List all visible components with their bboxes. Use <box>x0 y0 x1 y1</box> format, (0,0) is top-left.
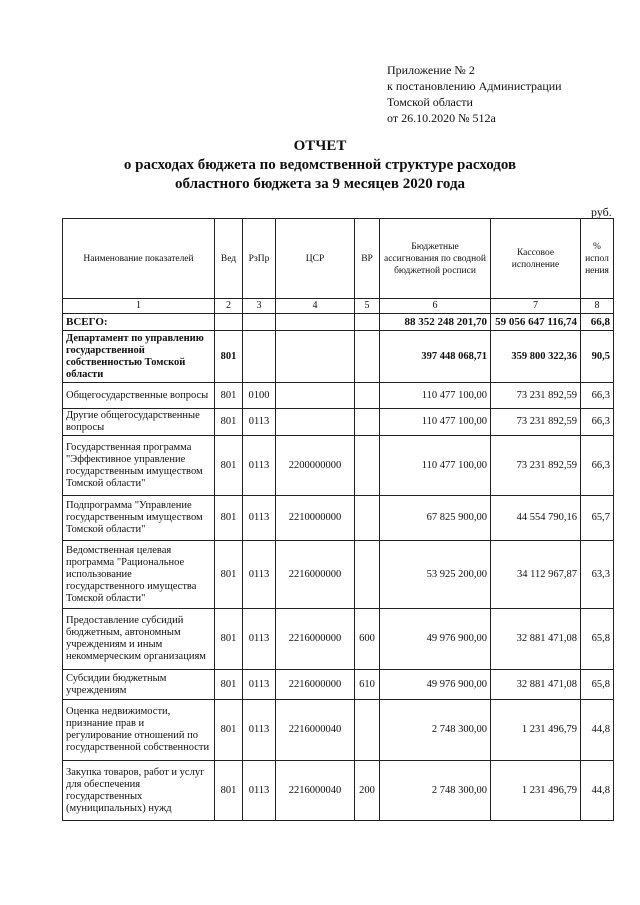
appendix-block <box>387 62 562 126</box>
row-csr: 2210000000 <box>276 496 355 541</box>
row-ved: 801 <box>215 436 243 496</box>
row-executed: 44 554 790,16 <box>491 496 581 541</box>
row-rzpr <box>243 331 276 383</box>
row-csr: 2216000000 <box>276 609 355 670</box>
row-executed: 32 881 471,08 <box>491 609 581 670</box>
row-vr <box>355 331 380 383</box>
column-number: 7 <box>491 299 581 314</box>
table-row <box>63 541 614 609</box>
row-rzpr: 0113 <box>243 609 276 670</box>
row-percent: 65,8 <box>581 670 614 700</box>
row-percent: 66,3 <box>581 436 614 496</box>
header-name: Наименование показателей <box>63 219 215 299</box>
row-assigned: 2 748 300,00 <box>380 761 491 821</box>
row-csr: 2216000040 <box>276 700 355 761</box>
header-vr: ВР <box>355 219 380 299</box>
row-vr <box>355 541 380 609</box>
table-row <box>63 670 614 700</box>
row-vr: 200 <box>355 761 380 821</box>
total-label: ВСЕГО: <box>63 314 215 331</box>
row-name: Оценка недвижимости, признание прав и регулирование отношений по государственной собственности <box>63 700 215 761</box>
row-vr <box>355 700 380 761</box>
row-executed: 73 231 892,59 <box>491 409 581 436</box>
row-name: Другие общегосударственные вопросы <box>63 409 215 436</box>
header-csr: ЦСР <box>276 219 355 299</box>
total-percent: 66,8 <box>581 314 614 331</box>
row-name: Подпрограмма "Управление государственным имуществом Томской области" <box>63 496 215 541</box>
column-number: 2 <box>215 299 243 314</box>
row-executed: 1 231 496,79 <box>491 761 581 821</box>
header-percent: % испол нения <box>581 219 614 299</box>
column-number: 3 <box>243 299 276 314</box>
row-assigned: 110 477 100,00 <box>380 409 491 436</box>
row-name: Ведомственная целевая программа "Рациональное использование государственного имущества Томской области" <box>63 541 215 609</box>
row-vr <box>355 383 380 409</box>
row-rzpr: 0113 <box>243 761 276 821</box>
appendix-line: Приложение № 2 <box>387 63 475 77</box>
row-csr <box>276 383 355 409</box>
row-percent: 66,3 <box>581 383 614 409</box>
row-executed: 34 112 967,87 <box>491 541 581 609</box>
row-ved: 801 <box>215 609 243 670</box>
currency-unit: руб. <box>591 205 612 219</box>
total-assigned: 88 352 248 201,70 <box>380 314 491 331</box>
total-row <box>63 314 614 331</box>
row-ved: 801 <box>215 670 243 700</box>
row-name: Департамент по управлению государственной собственностью Томской области <box>63 331 215 383</box>
title-line: о расходах бюджета по ведомственной структуре расходов <box>123 157 517 173</box>
row-assigned: 397 448 068,71 <box>380 331 491 383</box>
column-number: 5 <box>355 299 380 314</box>
row-rzpr: 0113 <box>243 670 276 700</box>
row-ved: 801 <box>215 700 243 761</box>
row-ved: 801 <box>215 761 243 821</box>
row-ved: 801 <box>215 409 243 436</box>
row-vr <box>355 409 380 436</box>
row-executed: 359 800 322,36 <box>491 331 581 383</box>
row-percent: 65,7 <box>581 496 614 541</box>
row-percent: 63,3 <box>581 541 614 609</box>
row-assigned: 49 976 900,00 <box>380 670 491 700</box>
table-header-row <box>63 219 614 299</box>
row-csr <box>276 331 355 383</box>
header-rzpr: РзПр <box>243 219 276 299</box>
row-csr: 2216000040 <box>276 761 355 821</box>
table-row <box>63 436 614 496</box>
row-assigned: 2 748 300,00 <box>380 700 491 761</box>
table-row <box>63 383 614 409</box>
table-row <box>63 409 614 436</box>
row-rzpr: 0113 <box>243 436 276 496</box>
row-percent: 44,8 <box>581 761 614 821</box>
appendix-line: Томской области <box>387 95 473 109</box>
row-csr <box>276 409 355 436</box>
row-ved: 801 <box>215 496 243 541</box>
table-row <box>63 761 614 821</box>
table-row <box>63 700 614 761</box>
row-vr: 610 <box>355 670 380 700</box>
row-name: Субсидии бюджетным учреждениям <box>63 670 215 700</box>
row-name: Общегосударственные вопросы <box>63 383 215 409</box>
row-vr <box>355 436 380 496</box>
row-ved: 801 <box>215 383 243 409</box>
header-ved: Вед <box>215 219 243 299</box>
row-executed: 32 881 471,08 <box>491 670 581 700</box>
row-rzpr: 0113 <box>243 541 276 609</box>
row-name: Государственная программа "Эффективное управление государственным имуществом Томской области" <box>63 436 215 496</box>
row-percent: 90,5 <box>581 331 614 383</box>
title-line: ОТЧЕТ <box>293 138 347 154</box>
column-number-row <box>63 299 614 314</box>
column-number: 4 <box>276 299 355 314</box>
row-vr <box>355 496 380 541</box>
appendix-line: от 26.10.2020 № 512а <box>387 111 496 125</box>
column-number: 6 <box>380 299 491 314</box>
row-rzpr: 0113 <box>243 496 276 541</box>
total-executed: 59 056 647 116,74 <box>491 314 581 331</box>
row-percent: 65,8 <box>581 609 614 670</box>
expenses-table <box>62 218 614 821</box>
header-assigned: Бюджетные ассигнования по сводной бюджетной росписи <box>380 219 491 299</box>
row-name: Закупка товаров, работ и услуг для обеспечения государственных (муниципальных) нужд <box>63 761 215 821</box>
row-csr: 2200000000 <box>276 436 355 496</box>
row-assigned: 110 477 100,00 <box>380 383 491 409</box>
table-row <box>63 609 614 670</box>
row-percent: 44,8 <box>581 700 614 761</box>
row-assigned: 53 925 200,00 <box>380 541 491 609</box>
row-rzpr: 0100 <box>243 383 276 409</box>
table-row <box>63 331 614 383</box>
row-executed: 1 231 496,79 <box>491 700 581 761</box>
appendix-line: к постановлению Администрации <box>387 79 562 93</box>
row-executed: 73 231 892,59 <box>491 436 581 496</box>
row-executed: 73 231 892,59 <box>491 383 581 409</box>
row-rzpr: 0113 <box>243 409 276 436</box>
column-number: 8 <box>581 299 614 314</box>
row-csr: 2216000000 <box>276 670 355 700</box>
row-ved: 801 <box>215 331 243 383</box>
header-executed: Кассовое исполнение <box>491 219 581 299</box>
table-row <box>63 496 614 541</box>
row-assigned: 49 976 900,00 <box>380 609 491 670</box>
row-csr: 2216000000 <box>276 541 355 609</box>
row-rzpr: 0113 <box>243 700 276 761</box>
column-number: 1 <box>63 299 215 314</box>
row-assigned: 110 477 100,00 <box>380 436 491 496</box>
row-percent: 66,3 <box>581 409 614 436</box>
row-name: Предоставление субсидий бюджетным, автономным учреждениям и иным некоммерческим организациям <box>63 609 215 670</box>
title-line: областного бюджета за 9 месяцев 2020 года <box>174 176 466 192</box>
row-ved: 801 <box>215 541 243 609</box>
row-vr: 600 <box>355 609 380 670</box>
report-title <box>0 137 640 194</box>
row-assigned: 67 825 900,00 <box>380 496 491 541</box>
